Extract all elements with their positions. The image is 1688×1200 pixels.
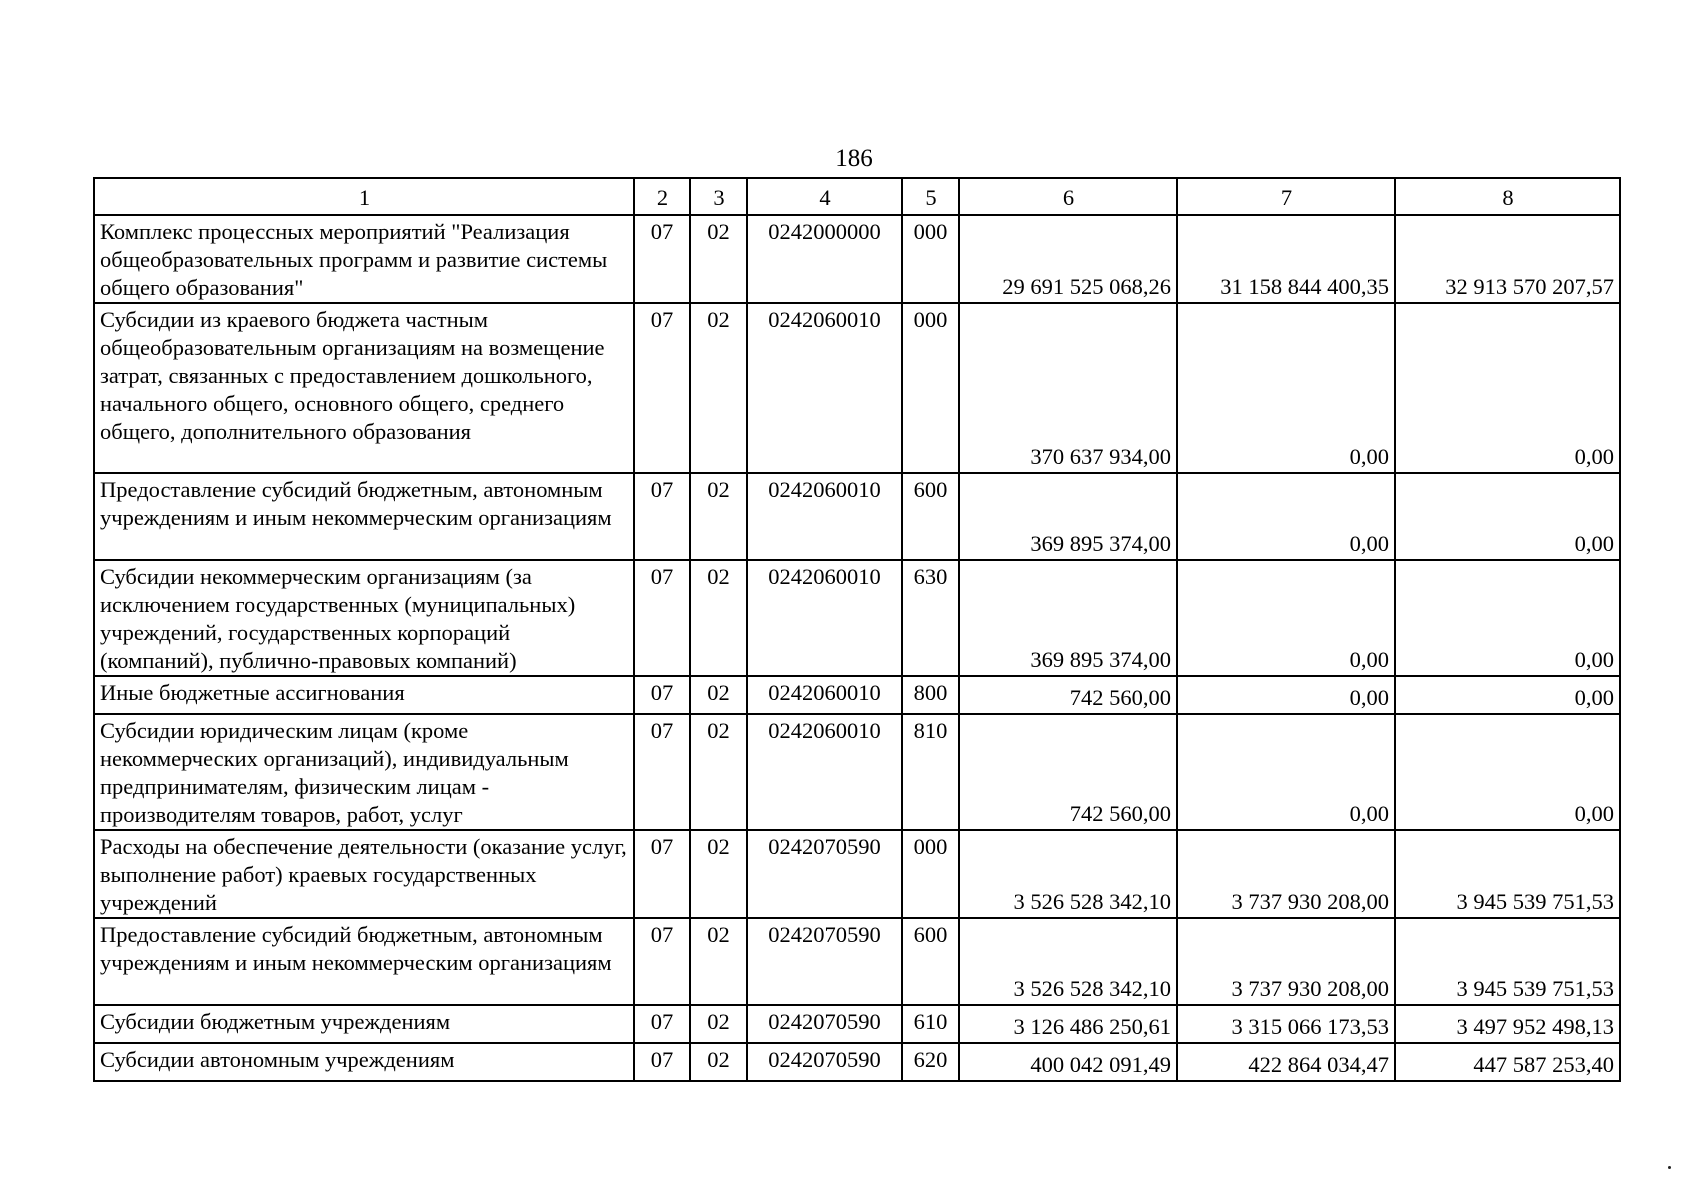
scan-speck — [1668, 1166, 1671, 1169]
expense-name: Субсидии автономным учреждениям — [94, 1043, 634, 1081]
column-header: 2 — [634, 178, 690, 215]
column-header: 3 — [690, 178, 747, 215]
amount-year-3: 0,00 — [1395, 303, 1620, 473]
column-header: 7 — [1177, 178, 1395, 215]
amount-year-1: 400 042 091,49 — [959, 1043, 1177, 1081]
expense-type-code: 000 — [902, 830, 959, 918]
expense-name: Субсидии бюджетным учреждениям — [94, 1005, 634, 1043]
table-row — [94, 1005, 1620, 1043]
subsection-code: 02 — [690, 215, 747, 303]
section-code: 07 — [634, 1043, 690, 1081]
amount-year-2: 0,00 — [1177, 714, 1395, 830]
amount-year-1: 29 691 525 068,26 — [959, 215, 1177, 303]
amount-year-3: 32 913 570 207,57 — [1395, 215, 1620, 303]
expense-type-code: 800 — [902, 676, 959, 714]
amount-year-2: 0,00 — [1177, 303, 1395, 473]
subsection-code: 02 — [690, 1005, 747, 1043]
expense-type-code: 620 — [902, 1043, 959, 1081]
expense-name: Комплекс процессных мероприятий "Реализация общеобразовательных программ и развитие системы общего образования" — [94, 215, 634, 303]
amount-year-2: 31 158 844 400,35 — [1177, 215, 1395, 303]
target-article-code: 0242070590 — [747, 830, 902, 918]
expense-type-code: 600 — [902, 918, 959, 1005]
table-row — [94, 676, 1620, 714]
amount-year-3: 3 945 539 751,53 — [1395, 830, 1620, 918]
table-row — [94, 830, 1620, 918]
target-article-code: 0242070590 — [747, 1043, 902, 1081]
budget-table — [93, 177, 1621, 1082]
expense-type-code: 630 — [902, 560, 959, 676]
target-article-code: 0242060010 — [747, 303, 902, 473]
amount-year-3: 0,00 — [1395, 676, 1620, 714]
table-row — [94, 918, 1620, 1005]
column-header: 8 — [1395, 178, 1620, 215]
amount-year-1: 369 895 374,00 — [959, 473, 1177, 560]
subsection-code: 02 — [690, 303, 747, 473]
column-header: 4 — [747, 178, 902, 215]
expense-type-code: 610 — [902, 1005, 959, 1043]
expense-name: Субсидии из краевого бюджета частным общеобразовательным организациям на возмещение затрат, связанных с предоставлением дошкольного, начального общего, основного общего, среднего общего, дополнительного образования — [94, 303, 634, 473]
target-article-code: 0242060010 — [747, 714, 902, 830]
amount-year-1: 742 560,00 — [959, 676, 1177, 714]
table-row — [94, 1043, 1620, 1081]
amount-year-2: 0,00 — [1177, 676, 1395, 714]
expense-name: Субсидии некоммерческим организациям (за исключением государственных (муниципальных) учреждений, государственных корпораций (компаний), публично-правовых компаний) — [94, 560, 634, 676]
table-row — [94, 473, 1620, 560]
section-code: 07 — [634, 303, 690, 473]
amount-year-1: 369 895 374,00 — [959, 560, 1177, 676]
section-code: 07 — [634, 1005, 690, 1043]
expense-name: Субсидии юридическим лицам (кроме некоммерческих организаций), индивидуальным предпринимателям, физическим лицам - производителям товаров, работ, услуг — [94, 714, 634, 830]
expense-type-code: 600 — [902, 473, 959, 560]
target-article-code: 0242070590 — [747, 1005, 902, 1043]
section-code: 07 — [634, 714, 690, 830]
target-article-code: 0242070590 — [747, 918, 902, 1005]
expense-type-code: 000 — [902, 303, 959, 473]
amount-year-3: 3 497 952 498,13 — [1395, 1005, 1620, 1043]
amount-year-3: 3 945 539 751,53 — [1395, 918, 1620, 1005]
amount-year-1: 742 560,00 — [959, 714, 1177, 830]
expense-type-code: 000 — [902, 215, 959, 303]
amount-year-2: 0,00 — [1177, 560, 1395, 676]
header-row — [94, 178, 1620, 215]
amount-year-2: 3 315 066 173,53 — [1177, 1005, 1395, 1043]
table-row — [94, 215, 1620, 303]
amount-year-1: 3 526 528 342,10 — [959, 830, 1177, 918]
target-article-code: 0242060010 — [747, 676, 902, 714]
amount-year-1: 3 126 486 250,61 — [959, 1005, 1177, 1043]
table-row — [94, 560, 1620, 676]
target-article-code: 0242060010 — [747, 473, 902, 560]
expense-type-code: 810 — [902, 714, 959, 830]
amount-year-2: 0,00 — [1177, 473, 1395, 560]
expense-name: Иные бюджетные ассигнования — [94, 676, 634, 714]
target-article-code: 0242060010 — [747, 560, 902, 676]
column-header: 5 — [902, 178, 959, 215]
column-header: 6 — [959, 178, 1177, 215]
amount-year-2: 3 737 930 208,00 — [1177, 830, 1395, 918]
section-code: 07 — [634, 560, 690, 676]
table-row — [94, 714, 1620, 830]
subsection-code: 02 — [690, 1043, 747, 1081]
expense-name: Предоставление субсидий бюджетным, автономным учреждениям и иным некоммерческим организациям — [94, 473, 634, 560]
subsection-code: 02 — [690, 676, 747, 714]
expense-name: Расходы на обеспечение деятельности (оказание услуг, выполнение работ) краевых государственных учреждений — [94, 830, 634, 918]
target-article-code: 0242000000 — [747, 215, 902, 303]
column-header: 1 — [94, 178, 634, 215]
table-row — [94, 303, 1620, 473]
subsection-code: 02 — [690, 560, 747, 676]
amount-year-2: 422 864 034,47 — [1177, 1043, 1395, 1081]
section-code: 07 — [634, 215, 690, 303]
section-code: 07 — [634, 676, 690, 714]
subsection-code: 02 — [690, 830, 747, 918]
amount-year-3: 0,00 — [1395, 560, 1620, 676]
subsection-code: 02 — [690, 714, 747, 830]
subsection-code: 02 — [690, 918, 747, 1005]
amount-year-3: 0,00 — [1395, 714, 1620, 830]
amount-year-1: 3 526 528 342,10 — [959, 918, 1177, 1005]
expense-name: Предоставление субсидий бюджетным, автономным учреждениям и иным некоммерческим организациям — [94, 918, 634, 1005]
amount-year-3: 0,00 — [1395, 473, 1620, 560]
section-code: 07 — [634, 918, 690, 1005]
amount-year-3: 447 587 253,40 — [1395, 1043, 1620, 1081]
section-code: 07 — [634, 473, 690, 560]
subsection-code: 02 — [690, 473, 747, 560]
amount-year-1: 370 637 934,00 — [959, 303, 1177, 473]
section-code: 07 — [634, 830, 690, 918]
page-number: 186 — [835, 145, 873, 172]
amount-year-2: 3 737 930 208,00 — [1177, 918, 1395, 1005]
